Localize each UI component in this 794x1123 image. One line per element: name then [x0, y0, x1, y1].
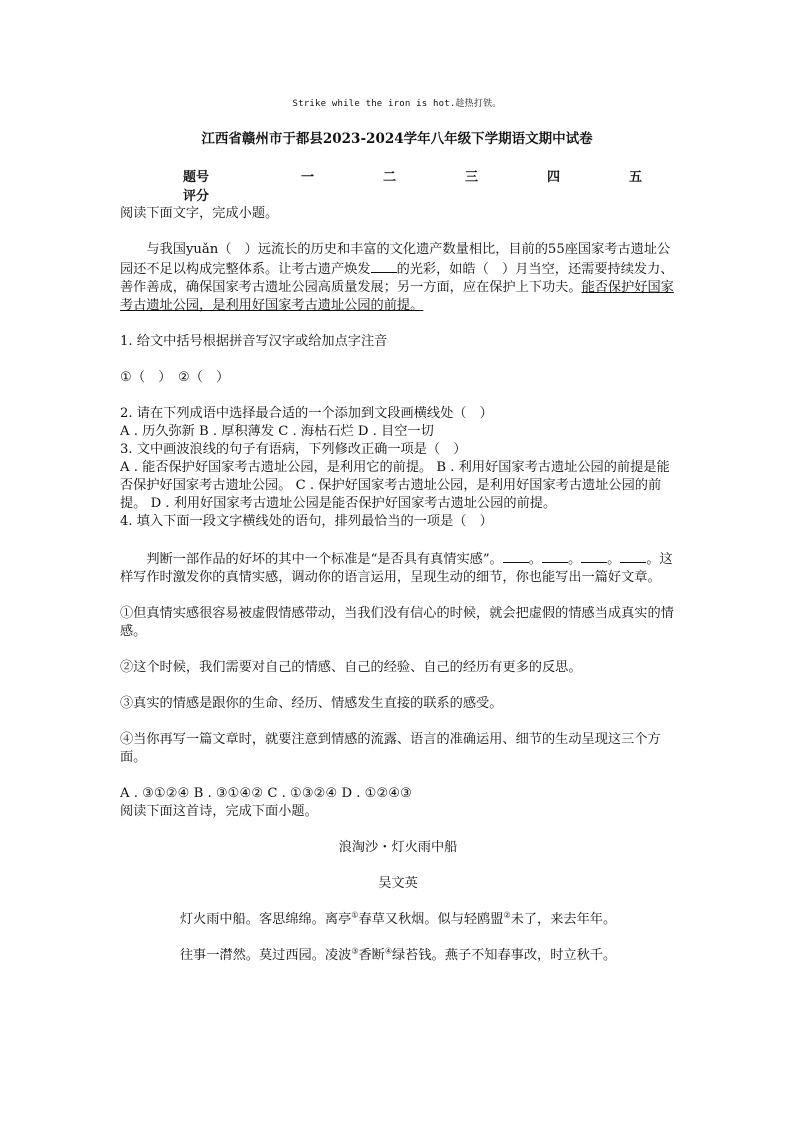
question-1-answer: ①（ ） ②（ ）	[120, 370, 230, 385]
exam-content	[120, 205, 676, 965]
question-4: 4. 填入下面一段文字横线处的语句，排列最恰当的一项是（ ）	[120, 514, 493, 529]
footnote-mark-1: ①	[351, 910, 359, 920]
question-2-options: A . 历久弥新 B . 厚积薄发 C . 海枯石烂 D . 目空一切	[120, 424, 434, 439]
section2-intro: 阅读下面这首诗，完成下面小题。	[120, 804, 318, 819]
question-4-options: A . ③①②④ B . ③①④② C . ①③②④ D . ①②④③	[120, 786, 412, 801]
score-col-2: 二	[383, 170, 397, 185]
score-header-label: 题号	[183, 170, 210, 185]
score-col-5: 五	[629, 170, 643, 185]
poem-line-2-c: 绿苔钱。燕子不知春事改，时立秋千。	[391, 948, 617, 963]
question-2: 2. 请在下列成语中选择最合适的一个添加到文段画横线处（ ）	[120, 406, 493, 421]
header-note: Strike while the iron is hot.趁热打铁。	[292, 99, 502, 109]
q4-item-3: ③真实的情感是跟你的生命、经历、情感发生直接的联系的感受。	[120, 696, 503, 711]
passage-part2: 的光彩，如皓（ ）月当空，还需要持续发力、善作善成，确保国家考古遗址公园高质量发展；另一方面，应在保护上下功夫。	[120, 262, 674, 295]
poem-line-1-b: 春草又秋烟。似与轻鸥盟	[358, 912, 504, 927]
q4-passage-b: 。这样写作时激发你的真情实感，调动你的语言运用，呈现生动的细节，你也能写出一篇好文章。	[120, 552, 673, 585]
poem-line-2-b: 香断	[358, 948, 385, 963]
q4-passage-a: 判断一部作品的好坏的其中一个标准是“是否具有真情实感”。	[146, 552, 503, 567]
poem-title: 浪淘沙・灯火雨中船	[338, 840, 458, 855]
question-3: 3. 文中画波浪线的句子有语病，下列修改正确一项是（ ）	[120, 442, 467, 457]
q4-blank-2	[542, 549, 568, 563]
q4-blank-4	[620, 549, 646, 563]
q4-blank-3	[581, 549, 607, 563]
score-col-1: 一	[301, 170, 315, 185]
passage-blank	[371, 259, 397, 273]
passage-part1: 与我国yuǎn（ ）远流长的历史和丰富的文化遗产数量相比，目前的55座国家考古遗址公园还不足以构成完整体系。让考古遗产焕发	[120, 242, 671, 277]
exam-title: 江西省赣州市于都县2023-2024学年八年级下学期语文期中试卷	[201, 131, 593, 147]
score-value-label: 评分	[183, 189, 210, 204]
question-4-passage: 判断一部作品的好坏的其中一个标准是“是否具有真情实感”。 。 。 。 。这样写作时激发你的真情实感，调动你的语言运用，呈现生动的细节，你也能写出一篇好文章。	[120, 549, 676, 587]
section1-passage	[120, 241, 676, 315]
q4-item-2: ②这个时候，我们需要对自己的情感、自己的经验、自己的经历有更多的反思。	[120, 660, 582, 675]
passage-underlined-sentence: 能否保护好国家考古遗址公园，是利用好国家考古遗址公园的前提。	[120, 280, 674, 313]
footnote-mark-4: ④	[384, 946, 392, 956]
poem-line-2	[120, 947, 676, 965]
q4-item-1: ①但真情实感很容易被虚假情感带动，当我们没有信心的时候，就会把虚假的情感当成真实的情感。	[120, 606, 674, 639]
question-1: 1. 给文中括号根据拼音写汉字或给加点字注音	[120, 334, 388, 349]
poem-line-1-a: 灯火雨中船。客思绵绵。离亭	[179, 912, 352, 927]
score-col-4: 四	[547, 170, 561, 185]
section1-intro: 阅读下面文字，完成小题。	[120, 206, 279, 221]
poem-line-1-c: 未了，来去年年。	[510, 912, 617, 927]
q4-item-4: ④当你再写一篇文章时，就要注意到情感的流露、语言的准确运用、细节的生动呈现这三个方面。	[120, 732, 661, 765]
footnote-mark-2: ②	[503, 910, 511, 920]
q4-blank-1	[503, 549, 529, 563]
poem-author: 吴文英	[378, 876, 418, 891]
poem-line-1	[120, 911, 676, 929]
poem-line-2-a: 往事一潸然。莫过西园。凌波	[179, 948, 352, 963]
score-col-3: 三	[465, 170, 479, 185]
question-3-options: A . 能否保护好国家考古遗址公园，是利用它的前提。 B . 利用好国家考古遗址公园的前提是能否保护好国家考古遗址公园。 C . 保护好国家考古遗址公园，是利用好国家考古遗址公园的前提。 D . 利用好国家考古遗址公园是能否保护好国家考古遗址公园的前提。	[120, 460, 670, 511]
footnote-mark-3: ③	[351, 946, 359, 956]
